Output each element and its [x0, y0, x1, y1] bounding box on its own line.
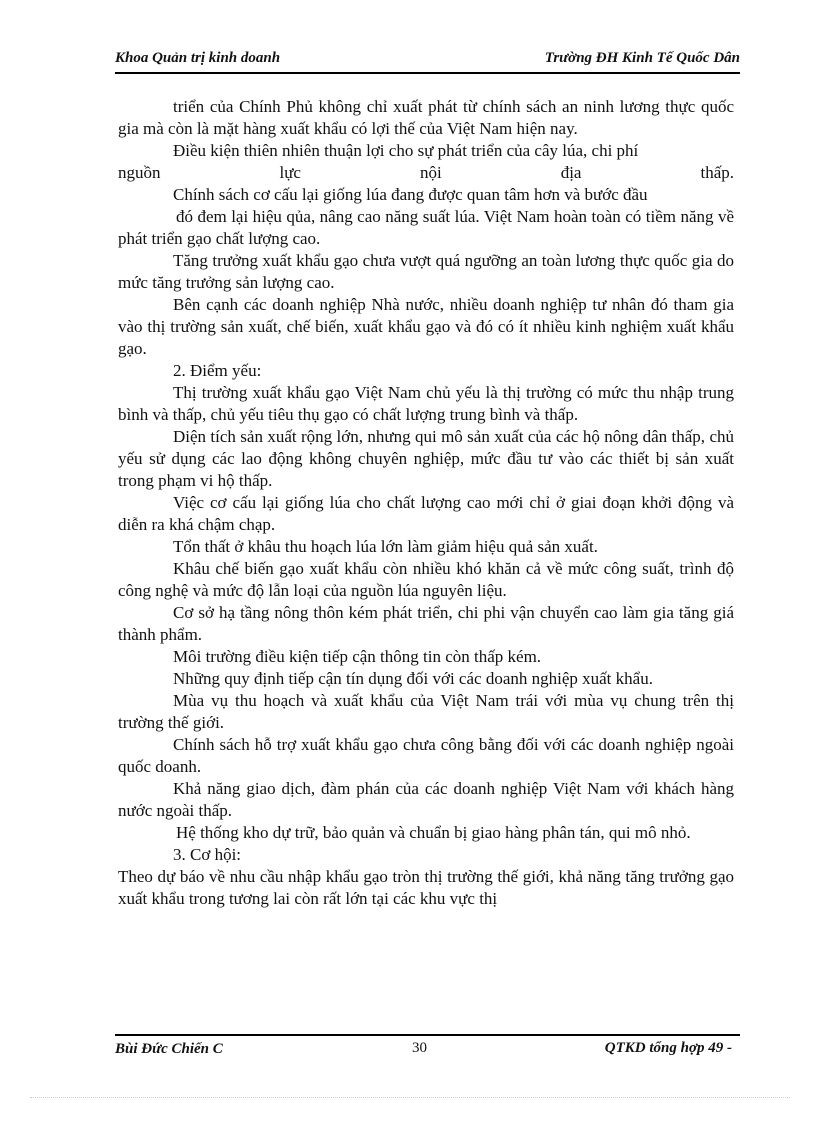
paragraph: Mùa vụ thu hoạch và xuất khẩu của Việt Nam trái với mùa vụ chung trên thị trường thế giới.	[118, 691, 734, 732]
footer-author: Bùi Đức Chiến C	[115, 1041, 223, 1057]
footer-rule	[115, 1034, 740, 1036]
paragraph: Tổn thất ở khâu thu hoạch lúa lớn làm giảm hiệu quả sản xuất.	[173, 537, 598, 556]
section-heading: 3. Cơ hội:	[173, 845, 242, 864]
paragraph: Cơ sở hạ tầng nông thôn kém phát triển, chi phi vận chuyển cao làm gia tăng giá thành phẩm.	[118, 603, 734, 644]
paragraph: Những quy định tiếp cận tín dụng đối với các doanh nghiệp xuất khẩu.	[173, 669, 653, 688]
paragraph: Khả năng giao dịch, đàm phán của các doanh nghiệp Việt Nam với khách hàng nước ngoài thấp.	[118, 779, 734, 820]
header-faculty: Khoa Quản trị kinh doanh	[115, 50, 281, 66]
paragraph: Khâu chế biến gạo xuất khẩu còn nhiều khó khăn cả về mức công suất, trình độ công nghệ và mức độ lẫn loại của nguồn lúa nguyên liệu.	[118, 559, 734, 600]
paragraph: Theo dự báo về nhu cầu nhập khẩu gạo tròn thị trường thế giới, khả năng tăng trưởng gạo xuất khẩu trong tương lai còn rất lớn tại các khu vực thị	[118, 867, 734, 908]
paragraph: Tăng trưởng xuất khẩu gạo chưa vượt quá ngưỡng an toàn lương thực quốc gia do mức tăng trưởng sản lượng cao.	[118, 251, 734, 292]
paragraph: Chính sách hỗ trợ xuất khẩu gạo chưa công bằng đối với các doanh nghiệp ngoài quốc doanh.	[118, 735, 734, 776]
document-body	[118, 96, 734, 910]
paragraph: đó đem lại hiệu qủa, nâng cao năng suất lúa. Việt Nam hoàn toàn có tiềm năng về phát triển gạo chất lượng cao.	[118, 207, 734, 248]
header-rule	[115, 72, 740, 74]
page-header	[115, 50, 740, 70]
page-edge-divider	[30, 1097, 790, 1098]
paragraph: Hệ thống kho dự trữ, bảo quản và chuẩn bị giao hàng phân tán, qui mô nhỏ.	[176, 823, 691, 842]
page-number: 30	[412, 1040, 427, 1056]
paragraph: triển của Chính Phủ không chỉ xuất phát từ chính sách an ninh lương thực quốc gia mà còn là mặt hàng xuất khẩu có lợi thế của Việt Nam hiện nay.	[118, 97, 734, 138]
paragraph: Chính sách cơ cấu lại giống lúa đang được quan tâm hơn và bước đầu	[173, 185, 648, 204]
footer-class: QTKD tổng hợp 49 -	[604, 1040, 732, 1056]
paragraph: Thị trường xuất khẩu gạo Việt Nam chủ yếu là thị trường có mức thu nhập trung bình và thấp, chủ yếu tiêu thụ gạo có chất lượng trung bình và thấp.	[118, 383, 734, 424]
section-heading: 2. Điểm yếu:	[173, 361, 262, 380]
header-university: Trường ĐH Kinh Tế Quốc Dân	[544, 50, 740, 66]
page-footer	[115, 1040, 740, 1080]
paragraph: Diện tích sản xuất rộng lớn, nhưng qui mô sản xuất của các hộ nông dân thấp, chủ yếu sử dụng các lao động không chuyên nghiệp, mức đầu tư vào các thiết bị sản xuất trong phạm vi hộ thấp.	[118, 427, 734, 490]
paragraph: Việc cơ cấu lại giống lúa cho chất lượng cao mới chỉ ở giai đoạn khởi động và diễn ra khá chậm chạp.	[118, 493, 734, 534]
paragraph: Điều kiện thiên nhiên thuận lợi cho sự phát triển của cây lúa, chi phí	[173, 141, 639, 160]
paragraph: Bên cạnh các doanh nghiệp Nhà nước, nhiều doanh nghiệp tư nhân đó tham gia vào thị trường sản xuất, chế biến, xuất khẩu gạo và đó có ít nhiều kinh nghiệm xuất khẩu gạo.	[118, 295, 734, 358]
paragraph: nguồn lực nội địa thấp.	[118, 163, 734, 182]
paragraph: Môi trường điều kiện tiếp cận thông tin còn thấp kém.	[173, 647, 542, 666]
